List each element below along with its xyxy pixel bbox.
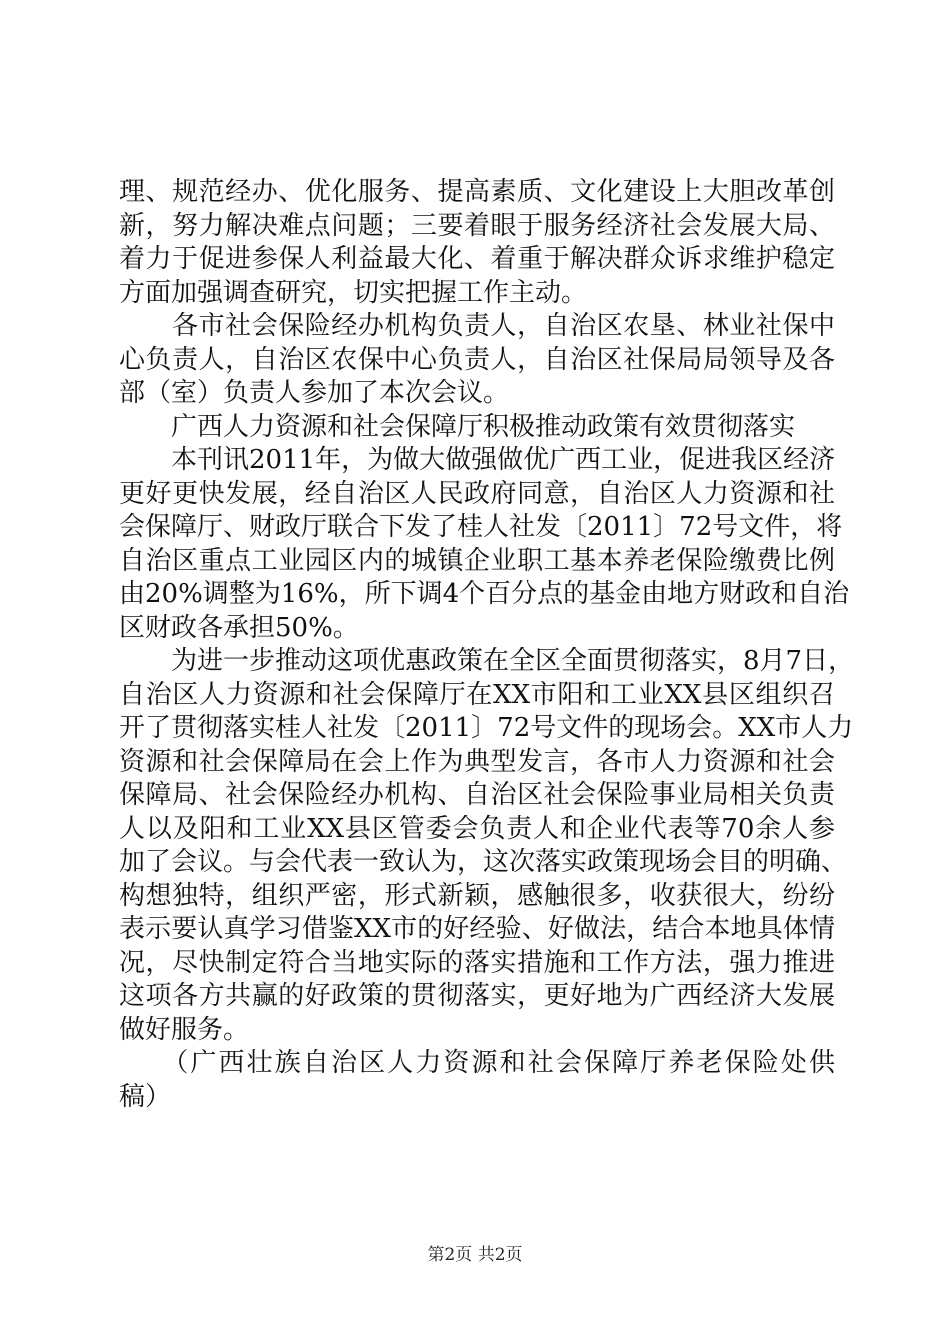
text-line: 理、规范经办、优化服务、提高素质、文化建设上大胆改革创 <box>119 177 835 207</box>
text-line: 本刊讯2011年，为做大做强做优广西工业，促进我区经济 <box>119 445 836 475</box>
text-line: 更好更快发展，经自治区人民政府同意，自治区人力资源和社 <box>119 478 835 509</box>
text-line: 资源和社会保障局在会上作为典型发言，各市人力资源和社会 <box>119 746 835 777</box>
text-line: 开了贯彻落实桂人社发〔2011〕72号文件的现场会。XX市人力 <box>119 713 854 743</box>
text-line: 心负责人，自治区农保中心负责人，自治区社保局局领导及各 <box>119 344 835 375</box>
attribution-line: （广西壮族自治区人力资源和社会保障厅养老保险处供 <box>119 1048 835 1078</box>
text-line: 这项各方共赢的好政策的贯彻落实，更好地为广西经济大发展 <box>119 981 835 1011</box>
page-number: 第2页 共2页 <box>427 1245 523 1265</box>
text-line: 为进一步推动这项优惠政策在全区全面贯彻落实，8月7日， <box>119 646 855 676</box>
text-line: 着力于促进参保人利益最大化、着重于解决群众诉求维护稳定 <box>119 244 835 274</box>
text-line: 由20%调整为16%，所下调4个百分点的基金由地方财政和自治 <box>119 579 850 609</box>
attribution-line: 稿） <box>119 1081 172 1112</box>
text-line: 构想独特，组织严密，形式新颖，感触很多，收获很大，纷纷 <box>119 880 835 911</box>
section-heading: 广西人力资源和社会保障厅积极推动政策有效贯彻落实 <box>119 411 796 442</box>
text-line: 自治区重点工业园区内的城镇企业职工基本养老保险缴费比例 <box>119 545 835 576</box>
text-line: 区财政各承担50%。 <box>119 612 359 643</box>
text-line: 人以及阳和工业XX县区管委会负责人和企业代表等70余人参 <box>119 813 835 844</box>
text-line: 做好服务。 <box>119 1014 250 1045</box>
text-line: 况，尽快制定符合当地实际的落实措施和工作方法，强力推进 <box>119 947 835 978</box>
text-line: 方面加强调查研究，切实把握工作主动。 <box>119 277 588 308</box>
text-line: 表示要认真学习借鉴XX市的好经验、好做法，结合本地具体情 <box>119 914 835 944</box>
text-line: 自治区人力资源和社会保障厅在XX市阳和工业XX县区组织召 <box>119 679 835 710</box>
document-body <box>119 176 855 1114</box>
text-line: 加了会议。与会代表一致认为，这次落实政策现场会目的明确、 <box>119 847 848 877</box>
text-line: 会保障厅、财政厅联合下发了桂人社发〔2011〕72号文件，将 <box>119 512 843 542</box>
text-line: 各市社会保险经办机构负责人，自治区农垦、林业社保中 <box>119 311 835 341</box>
text-line: 新，努力解决难点问题；三要着眼于服务经济社会发展大局、 <box>119 210 835 241</box>
text-line: 部（室）负责人参加了本次会议。 <box>119 378 510 408</box>
text-line: 保障局、社会保险经办机构、自治区社会保险事业局相关负责 <box>119 780 835 810</box>
